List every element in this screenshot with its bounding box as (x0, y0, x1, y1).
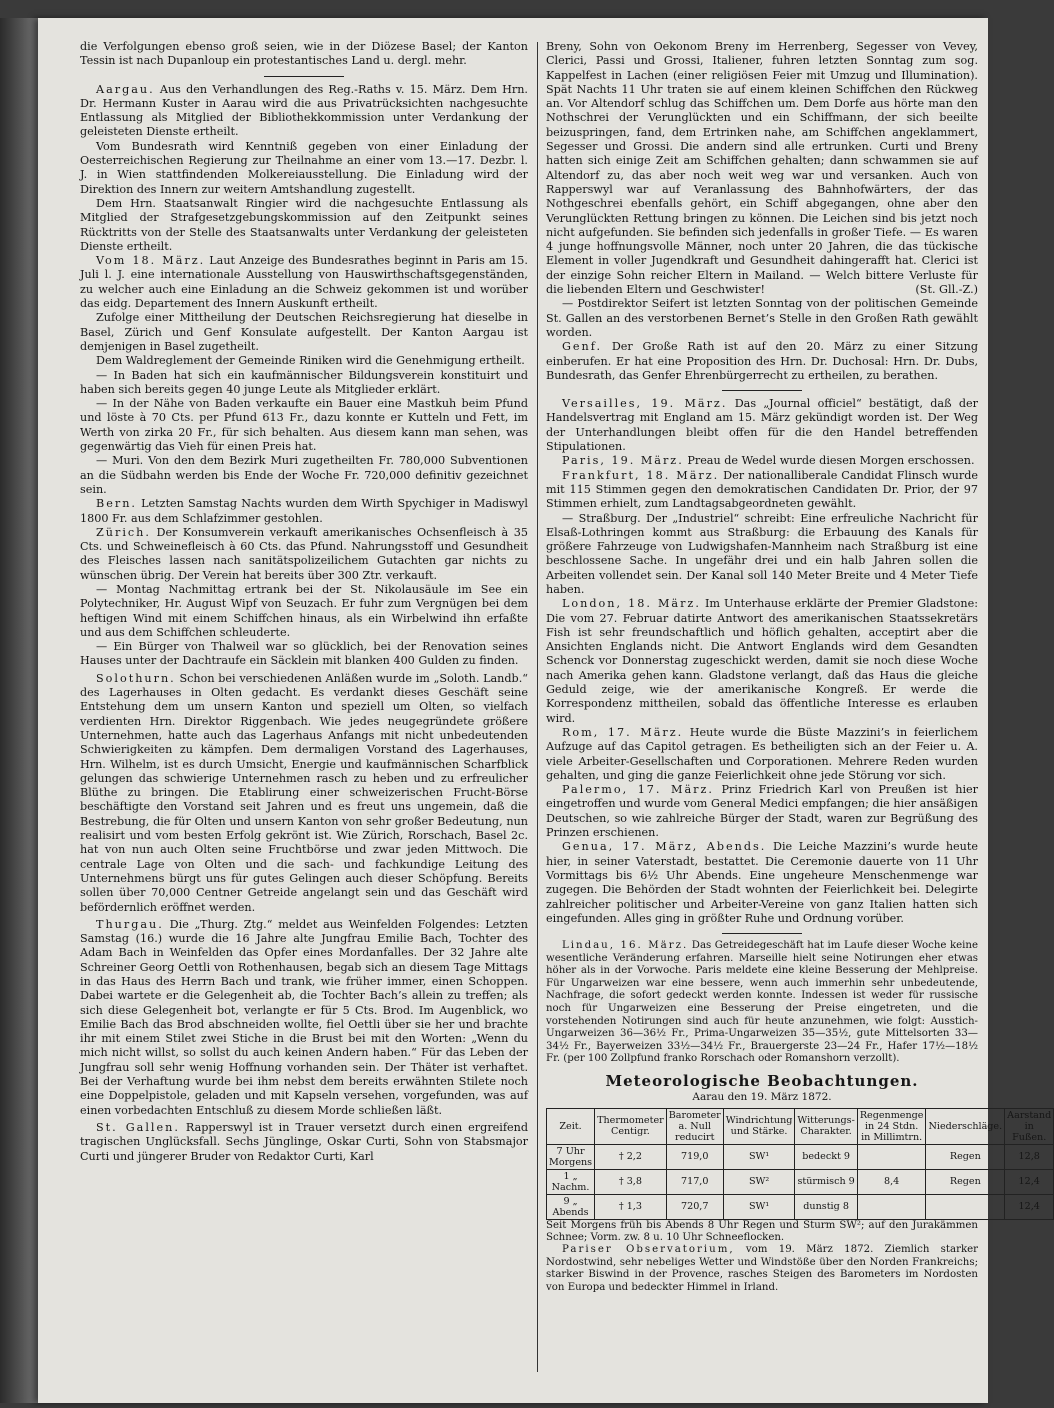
table-cell: stürmisch 9 (795, 1169, 857, 1194)
paragraph: — Muri. Von den dem Bezirk Muri zugetheilten Fr. 780,000 Subventionen an die Südbahn werden bis Ende der Woche Fr. 720,000 definitiv gezeichnet sein. (80, 454, 528, 496)
table-cell: † 2,2 (595, 1144, 667, 1169)
dateline: Pariser Observatorium, (562, 1244, 735, 1256)
table-cell (857, 1194, 926, 1219)
weather-header-row (547, 1108, 1054, 1144)
dateline: Genua, 17. März, Abends. (562, 840, 767, 854)
left-column (80, 40, 528, 1164)
header-cell: Barometer a. Null reducirt (666, 1108, 723, 1144)
paragraph: — Postdirektor Seifert ist letzten Sonntag von der politischen Gemeinde St. Gallen an des verstorbenen Bernet’s Stelle in den Großen Rath gewählt worden. (546, 297, 978, 339)
paragraph (546, 783, 978, 840)
weather-title: Meteorologische Beobachtungen. (605, 1072, 919, 1091)
body-text: Im Unterhause erklärte der Premier Gladstone: Die vom 27. Februar datirte Antwort des amerikanischen Staatssekretärs Fish ist sehr freundschaftlich und höflich gehalten, acceptirt aber die Ansichten Englands nicht. Die Antwort Englands wird dem Gesandten Schenck vor Donnerstag zugeschickt werden, damit sie noch diese Woche nach Amerika gehen kann. Gladstone verlangt, daß das Haus die gleiche Geduld zeige, wie der amerikanische Kongreß. Er werde die Korrespondenz mittheilen, sobald das öffentliche Interesse es erlauben wird. (546, 597, 978, 725)
dateline: Zürich. (96, 525, 151, 539)
paragraph (80, 1121, 528, 1164)
paragraph (80, 672, 528, 915)
table-cell: SW¹ (723, 1144, 795, 1169)
body-text: Ziemlich starker Nordostwind, sehr nebeliges Wetter und Windstöße über den Norden Frankreichs; starker Biswind in der Provence, rasches Steigen des Barometers im Nordosten von Europa und bedeckter Himmel in Irland. (546, 1244, 979, 1293)
dateline: London, 18. März. (562, 597, 701, 611)
table-cell: dunstig 8 (795, 1194, 857, 1219)
dateline: Frankfurt, 18. März. (562, 468, 720, 482)
table-cell: 9 „ Abends (547, 1194, 595, 1219)
paragraph (546, 726, 978, 783)
paragraph (546, 469, 978, 512)
body-text: Aus den Verhandlungen des Reg.-Raths v. 15. März. Dem Hrn. Dr. Hermann Kuster in Aarau wird die aus Privatrücksichten nachgesuchte Entlassung als Mitglied der Bibliothekkommission unter Verdankung der geleisteten Dienste ertheilt. (80, 82, 528, 139)
dateline: Lindau, 16. März. (562, 940, 689, 952)
table-cell: 12,4 (1005, 1169, 1054, 1194)
table-cell: 719,0 (666, 1144, 723, 1169)
table-cell: Regen (926, 1169, 1005, 1194)
right-column (546, 40, 1052, 1294)
paragraph: — In der Nähe von Baden verkaufte ein Bauer eine Mastkuh beim Pfund und löste à 70 Cts. per Pfund 613 Fr., dazu konnte er Kutteln und Fett, im Werth von zirka 20 Fr., für sich behalten. Aus diesem kann man sehen, was gegenwärtig das Vieh für einen Preis hat. (80, 397, 528, 454)
paragraph: — Montag Nachmittag ertrank bei der St. Nikolausäule im See ein Polytechniker, Hr. August Wipf von Seuzach. Er fuhr zum Vergnügen bei dem heftigen Wind mit einem Schiffchen hinaus, als ein Wirbelwind ihn erfaßte und aus dem Schiffchen schleuderte. (80, 582, 528, 639)
separator (264, 76, 344, 77)
body-text: Letzten Samstag Nachts wurden dem Wirth Spychiger in Madiswyl 1800 Fr. aus dem Schlafzimmer gestohlen. (80, 497, 528, 525)
header-cell: Regenmenge in 24 Stdn. in Millimtrn. (857, 1108, 926, 1144)
header-cell: Aarstand in Fußen. (1005, 1108, 1054, 1144)
paragraph (546, 40, 978, 297)
dateline: Paris, 19. März. (562, 454, 684, 468)
body-text: Die „Thurg. Ztg.“ meldet aus Weinfelden Folgendes: Letzten Samstag (16.) wurde die 16 Jahre alte Jungfrau Emilie Bach, Tochter des Adam Bach in Weinfelden das Opfer eines Mordanfalles. Der 32 Jahre alte Schreiner Georg Oettli von Rothenhausen, begab sich an diesem Tage Mittags in das Haus des Herrn Bach und trank, wie früher immer, einen Schoppen. Dabei wartete er die Gelegenheit ab, die Tochter Bach’s allein zu treffen; als sich diese Gelegenheit bot, verlangte er für 5 Cts. Brod. Im Augenblick, wo Emilie Bach das Brod abschneiden wollte, fiel Oettli über sie her und brachte ihr mit einem Stilet zwei Stiche in die Brust bei mit den Worten: „Wenn du mich nicht willst, so sollst du auch keinen Andern haben.“ Für das Leben der Jungfrau soll sehr wenig Hoffnung vorhanden sein. Der Thäter ist verhaftet. Bei der Verhaftung wurde bei ihm nebst dem bereits erwähnten Stilete noch eine Doppelpistole, geladen und mit Kapseln versehen, vorgefunden, was auf einen vorbedachten Entschluß zu diesem Morde schließen läßt. (80, 917, 528, 1117)
body-text: Rapperswyl ist in Trauer versetzt durch einen ergreifend tragischen Unglücksfall. Sechs Jünglinge, Oskar Curti, Sohn von Stabsmajor Curti und jüngerer Bruder von Redaktor Curti, Karl (80, 1120, 528, 1163)
paragraph (546, 340, 978, 383)
binding-edge (0, 18, 38, 1403)
column-divider (537, 42, 538, 1372)
table-cell: 8,4 (857, 1169, 926, 1194)
dateline: Palermo, 17. März. (562, 783, 714, 797)
table-cell (926, 1194, 1005, 1219)
paragraph: — In Baden hat sich ein kaufmännischer Bildungsverein konstituirt und haben sich bereits gegen 40 junge Leute als Mitglieder erklärt. (80, 368, 528, 396)
body-text: Das Getreidegeschäft hat im Laufe dieser Woche keine wesentliche Veränderung erfahren. Marseille hielt seine Notirungen eher etwas höher als in der Vorwoche. Paris meldete eine kleine Besserung der Mehlpreise. Für Ungarweizen war eine bessere, wenn auch immerhin sehr unbedeutende, Nachfrage, die sofort gedeckt werden konnte. Indessen ist weder für russische noch für Ungarweizen eine Besserung der Preise eingetreten, und die vorstehenden Notirungen sind auch für heute anzunehmen, wie folgt: Ausstich-Ungarweizen 36—36½ Fr., Prima-Ungarweizen 35—35½, gute Mittelsorten 33—34½ Fr., Bayerweizen 33½—34½ Fr., Brauergerste 23—24 Fr., Hafer 17½—18½ Fr. (per 100 Zollpfund franko Rorschach oder Romanshorn verzollt). (546, 940, 978, 1065)
header-cell: Witterungs-Charakter. (795, 1108, 857, 1144)
body-text: Breny, Sohn von Oekonom Breny im Herrenberg, Segesser von Vevey, Clerici, Passi und Grossi, Italiener, fuhren letzten Sonntag zum sog. Kappelfest in Lachen (einer religiösen Feier mit Umzug und Illumination). Spät Nachts 11 Uhr traten sie auf einem kleinen Schiffchen den Rückweg an. Vor Altendorf schlug das Schiffchen um. Dem Dorfe aus hörte man den Nothschrei der Verunglückten und ein Schiffmann, der sich beeilte beizuspringen, fand, dem Ertrinken nahe, am Schiffchen angeklammert, Segesser und Grossi. Die andern sind alle ertrunken. Curti und Breny hatten sich einige Zeit am Schiffchen gehalten; dann schwammen sie auf Altendorf zu, das aber noch weit weg war und versanken. Auch von Rapperswyl war auf Veranlassung des Bahnhofwärters, der das Nothgeschrei ebenfalls gehört, ein Schiff abgegangen, ohne aber den Verunglückten Rettung bringen zu können. Die Leichen sind bis jetzt noch nicht aufgefunden. Sie befinden sich jedenfalls in großer Tiefe. — Es waren 4 junge hoffnungsvolle Männer, noch unter 20 Jahren, die das tückische Element in voller Jugendkraft und Gesundheit dahingerafft hat. Clerici ist der einzige Sohn reicher Eltern in Mailand. — Welch bittere Verluste für die liebenden Eltern und Geschwister! (546, 40, 978, 297)
paragraph: die Verfolgungen ebenso groß seien, wie in der Diözese Basel; der Kanton Tessin ist nach Dupanloup ein protestantisches Land u. dergl. mehr. (80, 40, 528, 68)
dateline: Aargau. (96, 82, 155, 96)
header-cell: Thermometer Centigr. (595, 1108, 667, 1144)
weather-note: Seit Morgens früh bis Abends 8 Uhr Regen und Sturm SW²; auf den Jurakämmen Schnee; Vorm. zw. 8 u. 10 Uhr Schneeflocken. (546, 1219, 978, 1244)
paragraph (546, 940, 978, 1066)
paragraph (80, 254, 528, 311)
paragraph: — Ein Bürger von Thalweil war so glücklich, bei der Renovation seines Hauses unter der Dachtraufe ein Säcklein mit blanken 400 Gulden zu finden. (80, 640, 528, 668)
body-text: Der Große Rath ist auf den 20. März zu einer Sitzung einberufen. Er hat eine Proposition des Hrn. Dr. Duchosal: Hrn. Dr. Dubs, Bundesrath, das Genfer Ehrenbürgerrecht zu ertheilen, zu berathen. (546, 340, 978, 382)
table-row (547, 1194, 1054, 1219)
paragraph: Dem Hrn. Staatsanwalt Ringier wird die nachgesuchte Entlassung als Mitglied der Strafgesetzgebungskommission auf den Zeitpunkt seines Rücktritts von der Stelle des Staatsanwalts unter Verdankung der geleisteten Dienste ertheilt. (80, 196, 528, 253)
body-text: Der nationalliberale Candidat Flinsch wurde mit 115 Stimmen gegen den demokratischen Candidaten Dr. Prior, der 97 Stimmen erhielt, zum Landtagsabgeordneten gewählt. (546, 468, 978, 511)
paragraph (80, 83, 528, 140)
dateline: St. Gallen. (96, 1120, 180, 1134)
source-credit: (St. Gll.-Z.) (915, 283, 978, 297)
header-cell: Niederschläge. (926, 1108, 1005, 1144)
dateline: Solothurn. (96, 671, 176, 685)
separator (722, 933, 802, 934)
table-cell: 1 „ Nachm. (547, 1169, 595, 1194)
body-text: Laut Anzeige des Bundesrathes beginnt in Paris am 15. Juli l. J. eine internationale Ausstellung von Hauswirthschaftsgegenständen, zu welcher auch eine Einladung an die Schweiz gekommen ist und worüber das eidg. Departement des Innern Auskunft ertheilt. (80, 254, 528, 311)
paragraph (546, 840, 978, 926)
body-text: Preau de Wedel wurde diesen Morgen erschossen. (687, 454, 975, 468)
dateline: Thurgau. (96, 917, 164, 931)
date-text: vom 19. März 1872. (745, 1244, 874, 1256)
body-text: Der Konsumverein verkauft amerikanisches Ochsenfleisch à 35 Cts. und Schweinefleisch à 60 Cts. das Pfund. Nahrungsstoff und Gesundheit des Fleisches lassen nach sanitätspolizeilichem Gutachten gar nichts zu wünschen übrig. Der Verein hat bereits über 300 Ztr. verkauft. (80, 525, 528, 582)
paragraph (546, 454, 978, 468)
table-cell (857, 1144, 926, 1169)
header-cell: Windrichtung und Stärke. (723, 1108, 795, 1144)
paragraph (80, 526, 528, 583)
table-row (547, 1169, 1054, 1194)
paragraph: Zufolge einer Mittheilung der Deutschen Reichsregierung hat dieselbe in Basel, Zürich und Genf Konsulate aufgestellt. Der Kanton Aargau ist demjenigen in Basel zugetheilt. (80, 311, 528, 353)
weather-subtitle: Aarau den 19. März 1872. (692, 1091, 832, 1104)
table-cell: bedeckt 9 (795, 1144, 857, 1169)
table-cell: 720,7 (666, 1194, 723, 1219)
paragraph: Dem Waldreglement der Gemeinde Riniken wird die Genehmigung ertheilt. (96, 354, 525, 368)
paragraph: Vom Bundesrath wird Kenntniß gegeben von einer Einladung der Oesterreichischen Regierung zur Theilnahme an einer vom 13.—17. Dezbr. l. J. in Wien stattfindenden Molkereiausstellung. Die Einladung wird der Direktion des Innern zur weitern Amtshandlung zugestellt. (80, 139, 528, 196)
dateline: Rom, 17. März. (562, 725, 684, 739)
paragraph (80, 497, 528, 526)
table-cell: 717,0 (666, 1169, 723, 1194)
paragraph (546, 397, 978, 454)
body-text: Prinz Friedrich Karl von Preußen ist hier eingetroffen und wurde vom General Medici empfangen; die hier ansäßigen Deutschen, so wie zahlreiche Bürger der Stadt, waren zur Begrüßung des Prinzen erschienen. (546, 783, 979, 840)
table-cell: † 1,3 (595, 1194, 667, 1219)
dateline: Versailles, 19. März. (562, 397, 728, 411)
dateline: Genf. (562, 340, 603, 354)
table-cell: 12,8 (1005, 1144, 1054, 1169)
table-cell: SW² (723, 1169, 795, 1194)
newspaper-page (38, 18, 1052, 1403)
paragraph: — Straßburg. Der „Industriel“ schreibt: Eine erfreuliche Nachricht für Elsaß-Lothringen kommt aus Straßburg: die Erbauung des Kanals für größere Fahrzeuge von Ludwigshafen-Mannheim nach Straßburg ist eine beschlossene Sache. In ungefähr drei und ein halb Jahren sollen die Arbeiten vollendet sein. Der Kanal soll 140 Meter Breite und 4 Meter Tiefe haben. (546, 511, 978, 596)
table-row (547, 1144, 1054, 1169)
table-cell: † 3,8 (595, 1169, 667, 1194)
weather-table (546, 1108, 1054, 1220)
body-text: Schon bei verschiedenen Anläßen wurde im „Soloth. Landb.“ des Lagerhauses in Olten gedacht. Es verdankt dieses Geschäft seine Entstehung dem um unsern Kanton und speziell um Olten, so vielfach verdienten Hrn. Direktor Riggenbach. Wie jedes neugegründete größere Unternehmen, hatte auch das Lagerhaus Anfangs mit nicht unbedeutenden Schwierigkeiten zu kämpfen. Dem dermaligen Vorstand des Lagerhauses, Hrn. Wilhelm, ist es durch Umsicht, Energie und kaufmännischen Scharfblick gelungen das schwierige Unternehmen rasch zu heben und zu erfreulicher Blüthe zu bringen. Die Etablirung einer schweizerischen Frucht-Börse beschäftigte den Vorstand seit Jahren und es freut uns ungemein, daß die Bestrebung, die für Olten und unsern Kanton von sehr großer Bedeutung, nun realisirt und vom besten Erfolg gekrönt ist. Wie Zürich, Rorschach, Basel 2c. hat von nun auch Olten seine Fruchtbörse und zwar jeden Mittwoch. Die centrale Lage von Olten und die sach- und fachkundige Leitung des Unternehmens bürgt uns für gutes Gelingen auch dieser Schöpfung. Bereits sollen über 70,000 Centner Getreide angelangt sein und das Geschäft wird befördernlich eröffnet werden. (80, 671, 528, 914)
table-cell: 7 Uhr Morgens (547, 1144, 595, 1169)
table-cell: Regen (926, 1144, 1005, 1169)
table-cell: SW¹ (723, 1194, 795, 1219)
paris-observatory-paragraph (546, 1244, 978, 1294)
dateline: Vom 18. März. (96, 254, 206, 268)
header-cell: Zeit. (547, 1108, 595, 1144)
separator (722, 390, 802, 391)
body-text: Heute wurde die Büste Mazzini’s in feierlichem Aufzuge auf das Capitol getragen. Es betheiligten sich an der Feier u. A. viele Arbeiter-Gesellschaften und Corporationen. Mehrere Reden wurden gehalten, und ging die ganze Feierlichkeit ohne jede Störung vor sich. (546, 725, 978, 782)
paragraph (546, 597, 978, 726)
dateline: Bern. (96, 497, 137, 511)
table-cell: 12,4 (1005, 1194, 1054, 1219)
body-text: Das „Journal officiel“ bestätigt, daß der Handelsvertrag mit England am 15. März gekündigt worden ist. Der Weg der Unterhandlungen bleibt offen für die den Handel betreffenden Stipulationen. (546, 397, 978, 454)
body-text: Die Leiche Mazzini’s wurde heute hier, in seiner Vaterstadt, bestattet. Die Ceremonie dauerte von 11 Uhr Vormittags bis 6½ Uhr Abends. Eine ungeheure Menschenmenge war zugegen. Die Behörden der Stadt wohnten der Feierlichkeit bei. Delegirte zahlreicher politischer und Arbeiter-Vereine von ganz Italien hatten sich eingefunden. Alles ging in größter Ruhe und Ordnung vorüber. (546, 840, 979, 925)
paragraph (80, 918, 528, 1118)
